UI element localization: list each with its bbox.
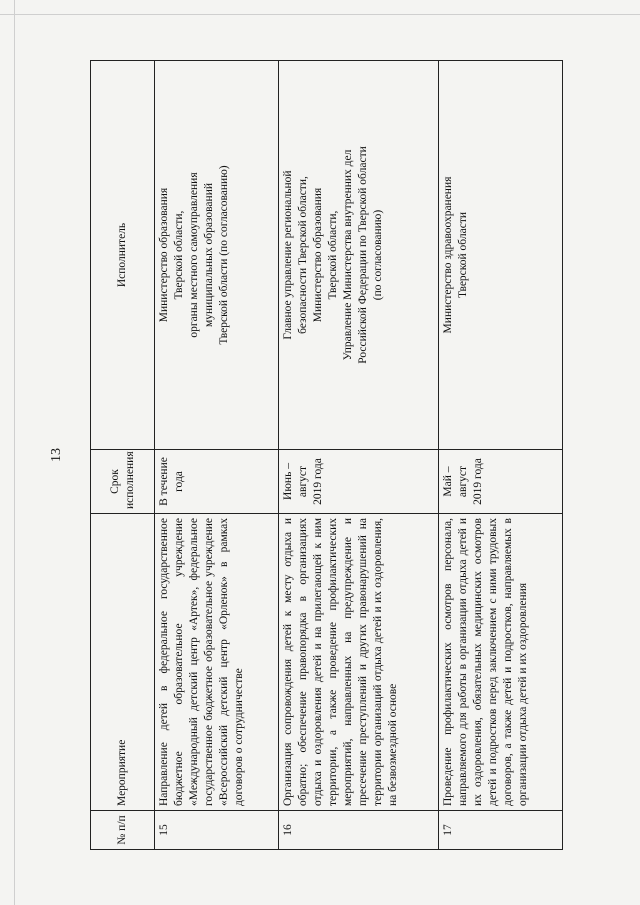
executor-line: Министерство образования — [158, 187, 170, 323]
row-activity: Проведение профилактических осмотров персонала, направляемого для работы в организации отдыха детей и их оздоровления, обязательных медицинских осмотров детей и подростков перед заключением с ними трудовых договоров, а также детей и подростков, направляемых в организации отдыха детей и их оздоровления — [439, 514, 563, 811]
executor-line: Управление Министерства внутренних дел — [341, 149, 354, 361]
row-num: 15 — [155, 811, 279, 850]
row-term: Июнь – август 2019 года — [279, 450, 439, 514]
row-executor — [279, 61, 439, 450]
table-row — [439, 61, 563, 850]
executor-line: безопасности Тверской области, — [296, 176, 309, 334]
executor-line: Министерство образования — [311, 187, 324, 323]
executor-line: Тверской области — [456, 212, 469, 298]
executor-line: Главное управление региональной — [282, 170, 294, 340]
executor-line: Тверской области, — [326, 210, 339, 300]
executor-line: органы местного самоуправления — [187, 172, 200, 338]
executor-line: Российской Федерации по Тверской области — [356, 146, 369, 364]
row-num: 16 — [279, 811, 439, 850]
row-executor — [439, 61, 563, 450]
header-num: № п/п — [91, 811, 155, 850]
scan-edge-line — [14, 0, 15, 905]
scan-edge-line — [0, 14, 640, 15]
activities-table — [90, 60, 563, 850]
rotated-page-content — [90, 60, 610, 850]
executor-line: (по согласованию) — [371, 209, 384, 301]
executor-line: муниципальных образований — [202, 182, 215, 328]
executor-line: Тверской области (по согласованию) — [217, 165, 230, 345]
row-executor — [155, 61, 279, 450]
table-header-row — [91, 61, 155, 850]
header-term: Срок исполнения — [91, 450, 155, 514]
row-activity: Направление детей в федеральное государственное бюджетное образовательное учреждение «Международный детский центр «Артек», федеральное государственное бюджетное образовательное учреждение «Всероссийский детский центр «Орленок» в рамках договоров о сотрудничестве — [155, 514, 279, 811]
header-executor: Исполнитель — [91, 61, 155, 450]
executor-line: Тверской области, — [172, 210, 185, 300]
table-row — [155, 61, 279, 850]
executor-line: Министерство здравоохранения — [442, 176, 454, 334]
table-row — [279, 61, 439, 850]
row-activity: Организация сопровождения детей к месту отдыха и обратно; обеспечение правопорядка в организациях отдыха и оздоровления детей и на прилегающей к ним территории, а также проведение профилактических мероприятий, направленных на предупреждение и пресечение преступлений и других правонарушений на территории организаций отдыха детей и их оздоровления, на безвозмездной основе — [279, 514, 439, 811]
header-activity: Мероприятие — [91, 514, 155, 811]
row-term: В течение года — [155, 450, 279, 514]
row-term: Май – август 2019 года — [439, 450, 563, 514]
row-num: 17 — [439, 811, 563, 850]
page-number: 13 — [49, 448, 64, 462]
